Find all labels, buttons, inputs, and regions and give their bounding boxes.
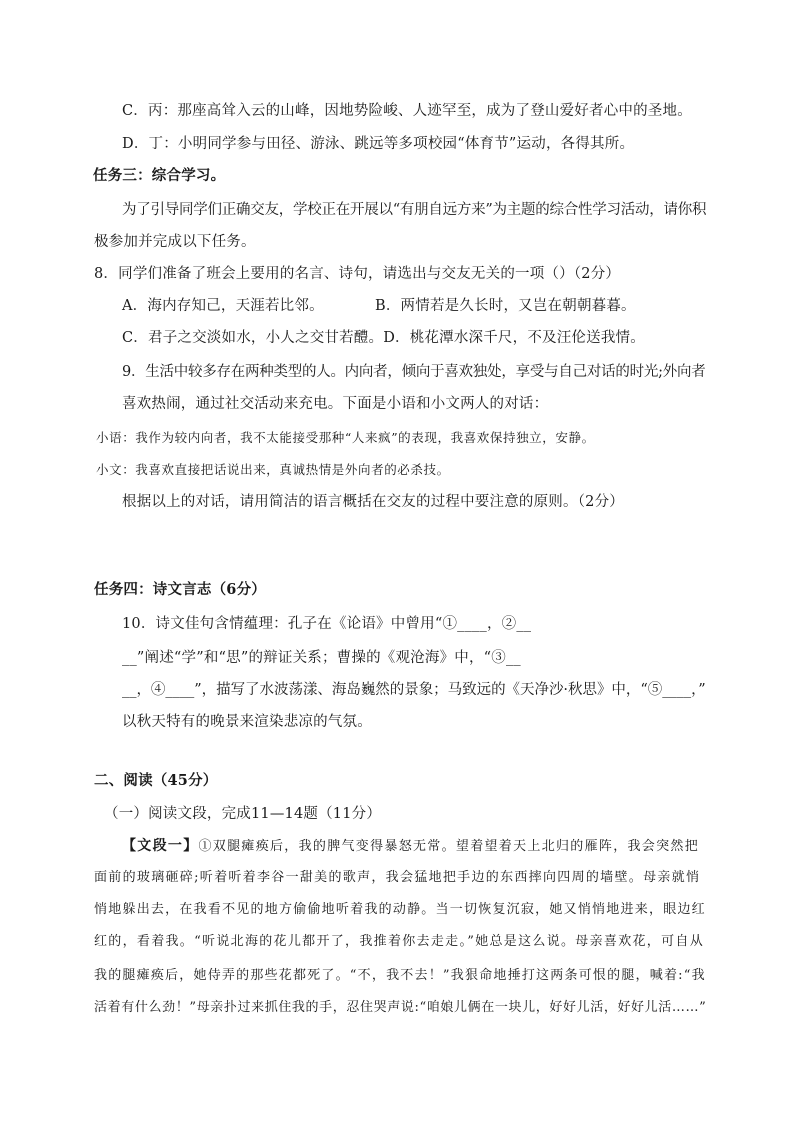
question-8-option-a: A．海内存知己，天涯若比邻。	[122, 298, 324, 314]
passage-line1-text: ①双腿瘫痪后，我的脾气变得暴怒无常。望着望着天上北归的雁阵，我会突然把	[198, 839, 700, 854]
passage-line4: 红的，看着我。“听说北海的花儿都开了，我推着你去走走。”她总是这么说。母亲喜欢花，可自从	[94, 934, 704, 949]
option-c-text: C．丙：那座高耸入云的山峰，因地势险峻、人迹罕至，成为了登山爱好者心中的圣地。	[122, 103, 692, 119]
question-10-line3: __，④____”，描写了水波荡漾、海岛巍然的景象；马致远的《天净沙·秋思》中，“⑤____，”	[122, 682, 706, 698]
reading-heading: 二、阅读（45分）	[94, 772, 218, 789]
question-9-stem-line2: 喜欢热闹，通过社交活动来充电。下面是小语和小文两人的对话：	[122, 396, 549, 412]
dialog-xiaoyu: 小语：我作为较内向者，我不太能接受那种“人来疯”的表现，我喜欢保持独立，安静。	[96, 430, 595, 445]
question-9-instruction: 根据以上的对话，请用简洁的语言概括在交友的过程中要注意的原则。（2分）	[122, 494, 624, 510]
question-8-option-b: B．两情若是久长时，又岂在朝朝暮暮。	[375, 298, 636, 314]
question-10-line1: 10．诗文佳句含情蕴理：孔子在《论语》中曾用“①____，②__	[122, 616, 532, 632]
dialog-xiaowen: 小文：我喜欢直接把话说出来，真诚热情是外向者的必杀技。	[96, 462, 450, 477]
passage-line2: 面前的玻璃砸碎;听着听着李谷一甜美的歌声，我会猛地把手边的东西摔向四周的墙壁。母亲就悄	[94, 870, 701, 885]
passage-line5: 我的腿瘫痪后，她侍弄的那些花都死了。“不，我不去！”我狠命地捶打这两条可恨的腿，喊着:“我	[94, 968, 706, 983]
question-8-option-cd: C．君子之交淡如水，小人之交甘若醴。D．桃花潭水深千尺，不及汪伦送我情。	[122, 330, 645, 346]
reading-sub-heading: （一）阅读文段，完成11—14题（11分）	[104, 806, 382, 822]
task3-intro-line2: 极参加并完成以下任务。	[94, 234, 256, 250]
option-d-text: D．丁：小明同学参与田径、游泳、跳远等多项校园“体育节”运动，各得其所。	[122, 136, 635, 152]
passage-label: 【文段一】	[122, 838, 199, 854]
question-10-line4: 以秋天特有的晚景来渲染悲凉的气氛。	[122, 714, 372, 730]
task3-intro-line1: 为了引导同学们正确交友，学校正在开展以“有朋自远方来”为主题的综合性学习活动，请你积	[122, 202, 707, 218]
task4-heading: 任务四：诗文言志（6分）	[94, 581, 266, 598]
question-9-stem-line1: 9．生活中较多存在两种类型的人。内向者，倾向于喜欢独处，享受与自己对话的时光;外向者	[122, 364, 706, 380]
question-10-line2: __”阐述“学”和“思”的辩证关系；曹操的《观沧海》中，“③__	[122, 650, 521, 666]
task3-heading: 任务三：综合学习。	[93, 167, 226, 184]
passage-line6: 活着有什么劲！”母亲扑过来抓住我的手，忍住哭声说:“咱娘儿俩在一块儿，好好儿活，好好儿活……”	[94, 1000, 707, 1015]
passage-line1	[122, 836, 699, 857]
passage-line3: 悄地躲出去，在我看不见的地方偷偷地听着我的动静。当一切恢复沉寂，她又悄悄地进来，眼边红	[94, 902, 706, 917]
question-8-stem: 8．同学们准备了班会上要用的名言、诗句，请选出与交友无关的一项（）（2分）	[94, 266, 621, 282]
